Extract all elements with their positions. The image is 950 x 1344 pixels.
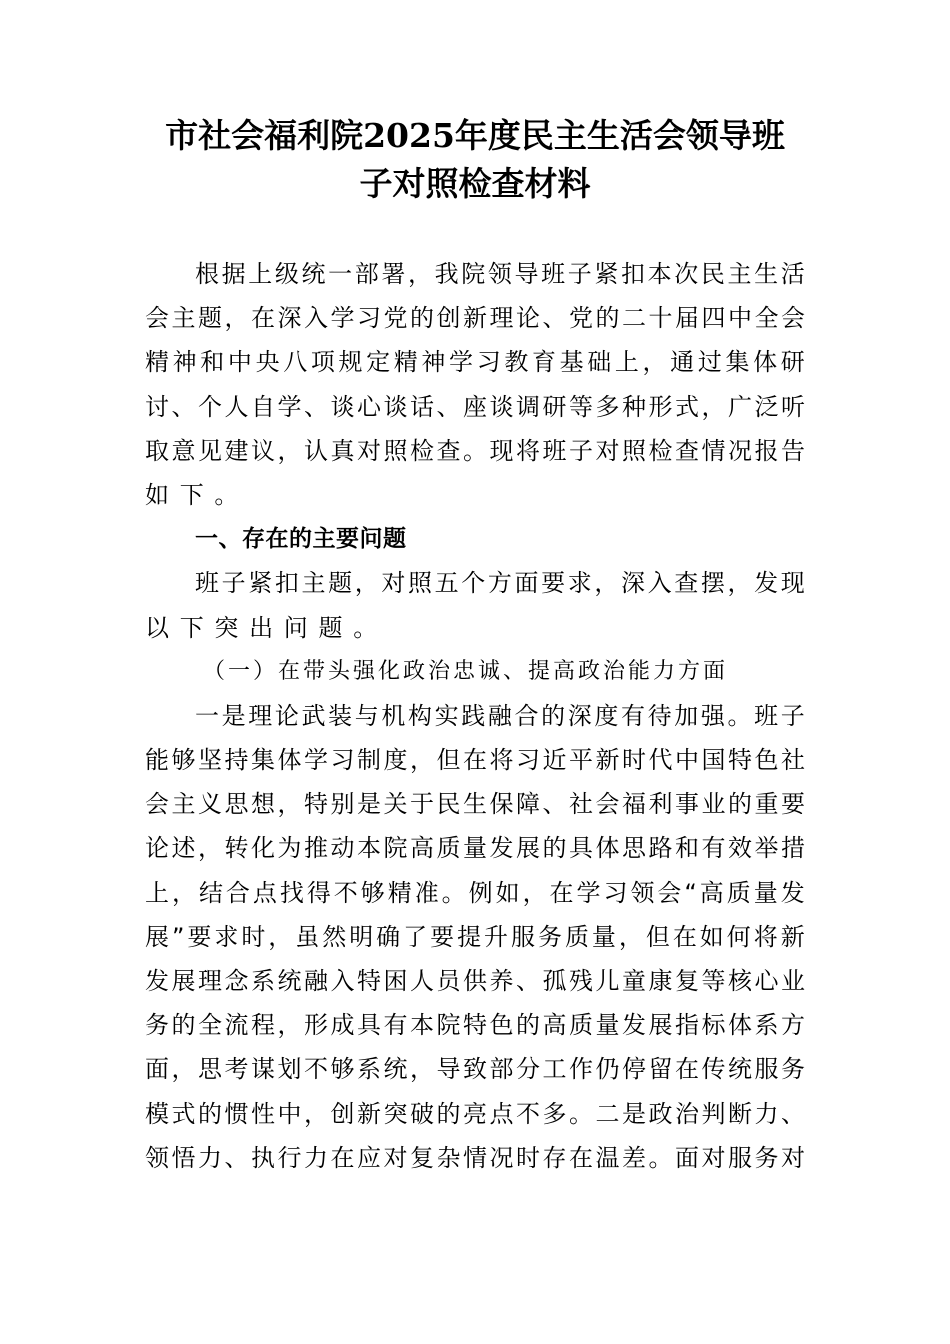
text-line: 取 意 见 建 议 ， 认 真 对 照 检 查 。 现 将 班 子 对 照 检 查 情 况 报 告 [145, 436, 805, 465]
text-line: 根 据 上 级 统 一 部 署 ， 我 院 领 导 班 子 紧 扣 本 次 民 主 生 活 [195, 260, 805, 288]
heading-political-loyalty: （一）在带头强化政治忠诚、提高政治能力方面 [203, 658, 729, 684]
text-line: 以下突出问题。 [145, 613, 388, 642]
heading-main-problems: 一、存在的主要问题 [195, 526, 407, 553]
paragraph-overview [145, 561, 805, 649]
text-line: 会 主 义 思 想 ， 特 别 是 关 于 民 生 保 障 、 社 会 福 利 事 业 的 重 要 [145, 790, 805, 819]
document-title [140, 112, 810, 208]
text-line: 班 子 紧 扣 主 题 ， 对 照 五 个 方 面 要 求 ， 深 入 查 摆 ， 发 现 [195, 569, 805, 598]
title-line-1: 市社会福利院2025年度民主生活会领导班 [165, 116, 785, 155]
text-line: 模 式 的 惯 性 中 ， 创 新 突 破 的 亮 点 不 多 。 二 是 政 治 判 断 力 、 [145, 1099, 805, 1128]
text-line: 上 ， 结 合 点 找 得 不 够 精 准 。 例 如 ， 在 学 习 领 会 “ 高 质 量 发 [145, 878, 805, 907]
text-line: 能 够 坚 持 集 体 学 习 制 度 ， 但 在 将 习 近 平 新 时 代 中 国 特 色 社 [145, 746, 805, 775]
text-line: 一 是 理 论 武 装 与 机 构 实 践 融 合 的 深 度 有 待 加 强 。 班 子 [195, 701, 805, 730]
text-line: 如下。 [145, 480, 250, 509]
text-line: 会 主 题 ， 在 深 入 学 习 党 的 创 新 理 论 、 党 的 二 十 届 四 中 全 会 [145, 304, 805, 333]
document-body [145, 252, 805, 1180]
title-line-2: 子对照检查材料 [359, 164, 591, 203]
text-line: 展 ” 要 求 时 ， 虽 然 明 确 了 要 提 升 服 务 质 量 ， 但 在 如 何 将 新 [145, 922, 805, 951]
text-line: 领 悟 力 、 执 行 力 在 应 对 复 杂 情 况 时 存 在 温 差 。 面 对 服 务 对 [145, 1143, 805, 1172]
subsection-heading [145, 650, 805, 694]
paragraph-theory-practice [145, 694, 805, 1180]
text-line: 面 ， 思 考 谋 划 不 够 系 统 ， 导 致 部 分 工 作 仍 停 留 在 传 统 服 务 [145, 1055, 805, 1084]
paragraph-intro [145, 252, 805, 517]
section-heading [145, 517, 805, 561]
text-line: 务 的 全 流 程 ， 形 成 具 有 本 院 特 色 的 高 质 量 发 展 指 标 体 系 方 [145, 1011, 805, 1040]
text-line: 讨 、 个 人 自 学 、 谈 心 谈 话 、 座 谈 调 研 等 多 种 形 式 ， 广 泛 听 [145, 392, 805, 421]
text-line: 论 述 ， 转 化 为 推 动 本 院 高 质 量 发 展 的 具 体 思 路 和 有 效 举 措 [145, 834, 805, 863]
text-line: 发 展 理 念 系 统 融 入 特 困 人 员 供 养 、 孤 残 儿 童 康 复 等 核 心 业 [145, 967, 805, 995]
text-line: 精 神 和 中 央 八 项 规 定 精 神 学 习 教 育 基 础 上 ， 通 过 集 体 研 [145, 348, 805, 377]
